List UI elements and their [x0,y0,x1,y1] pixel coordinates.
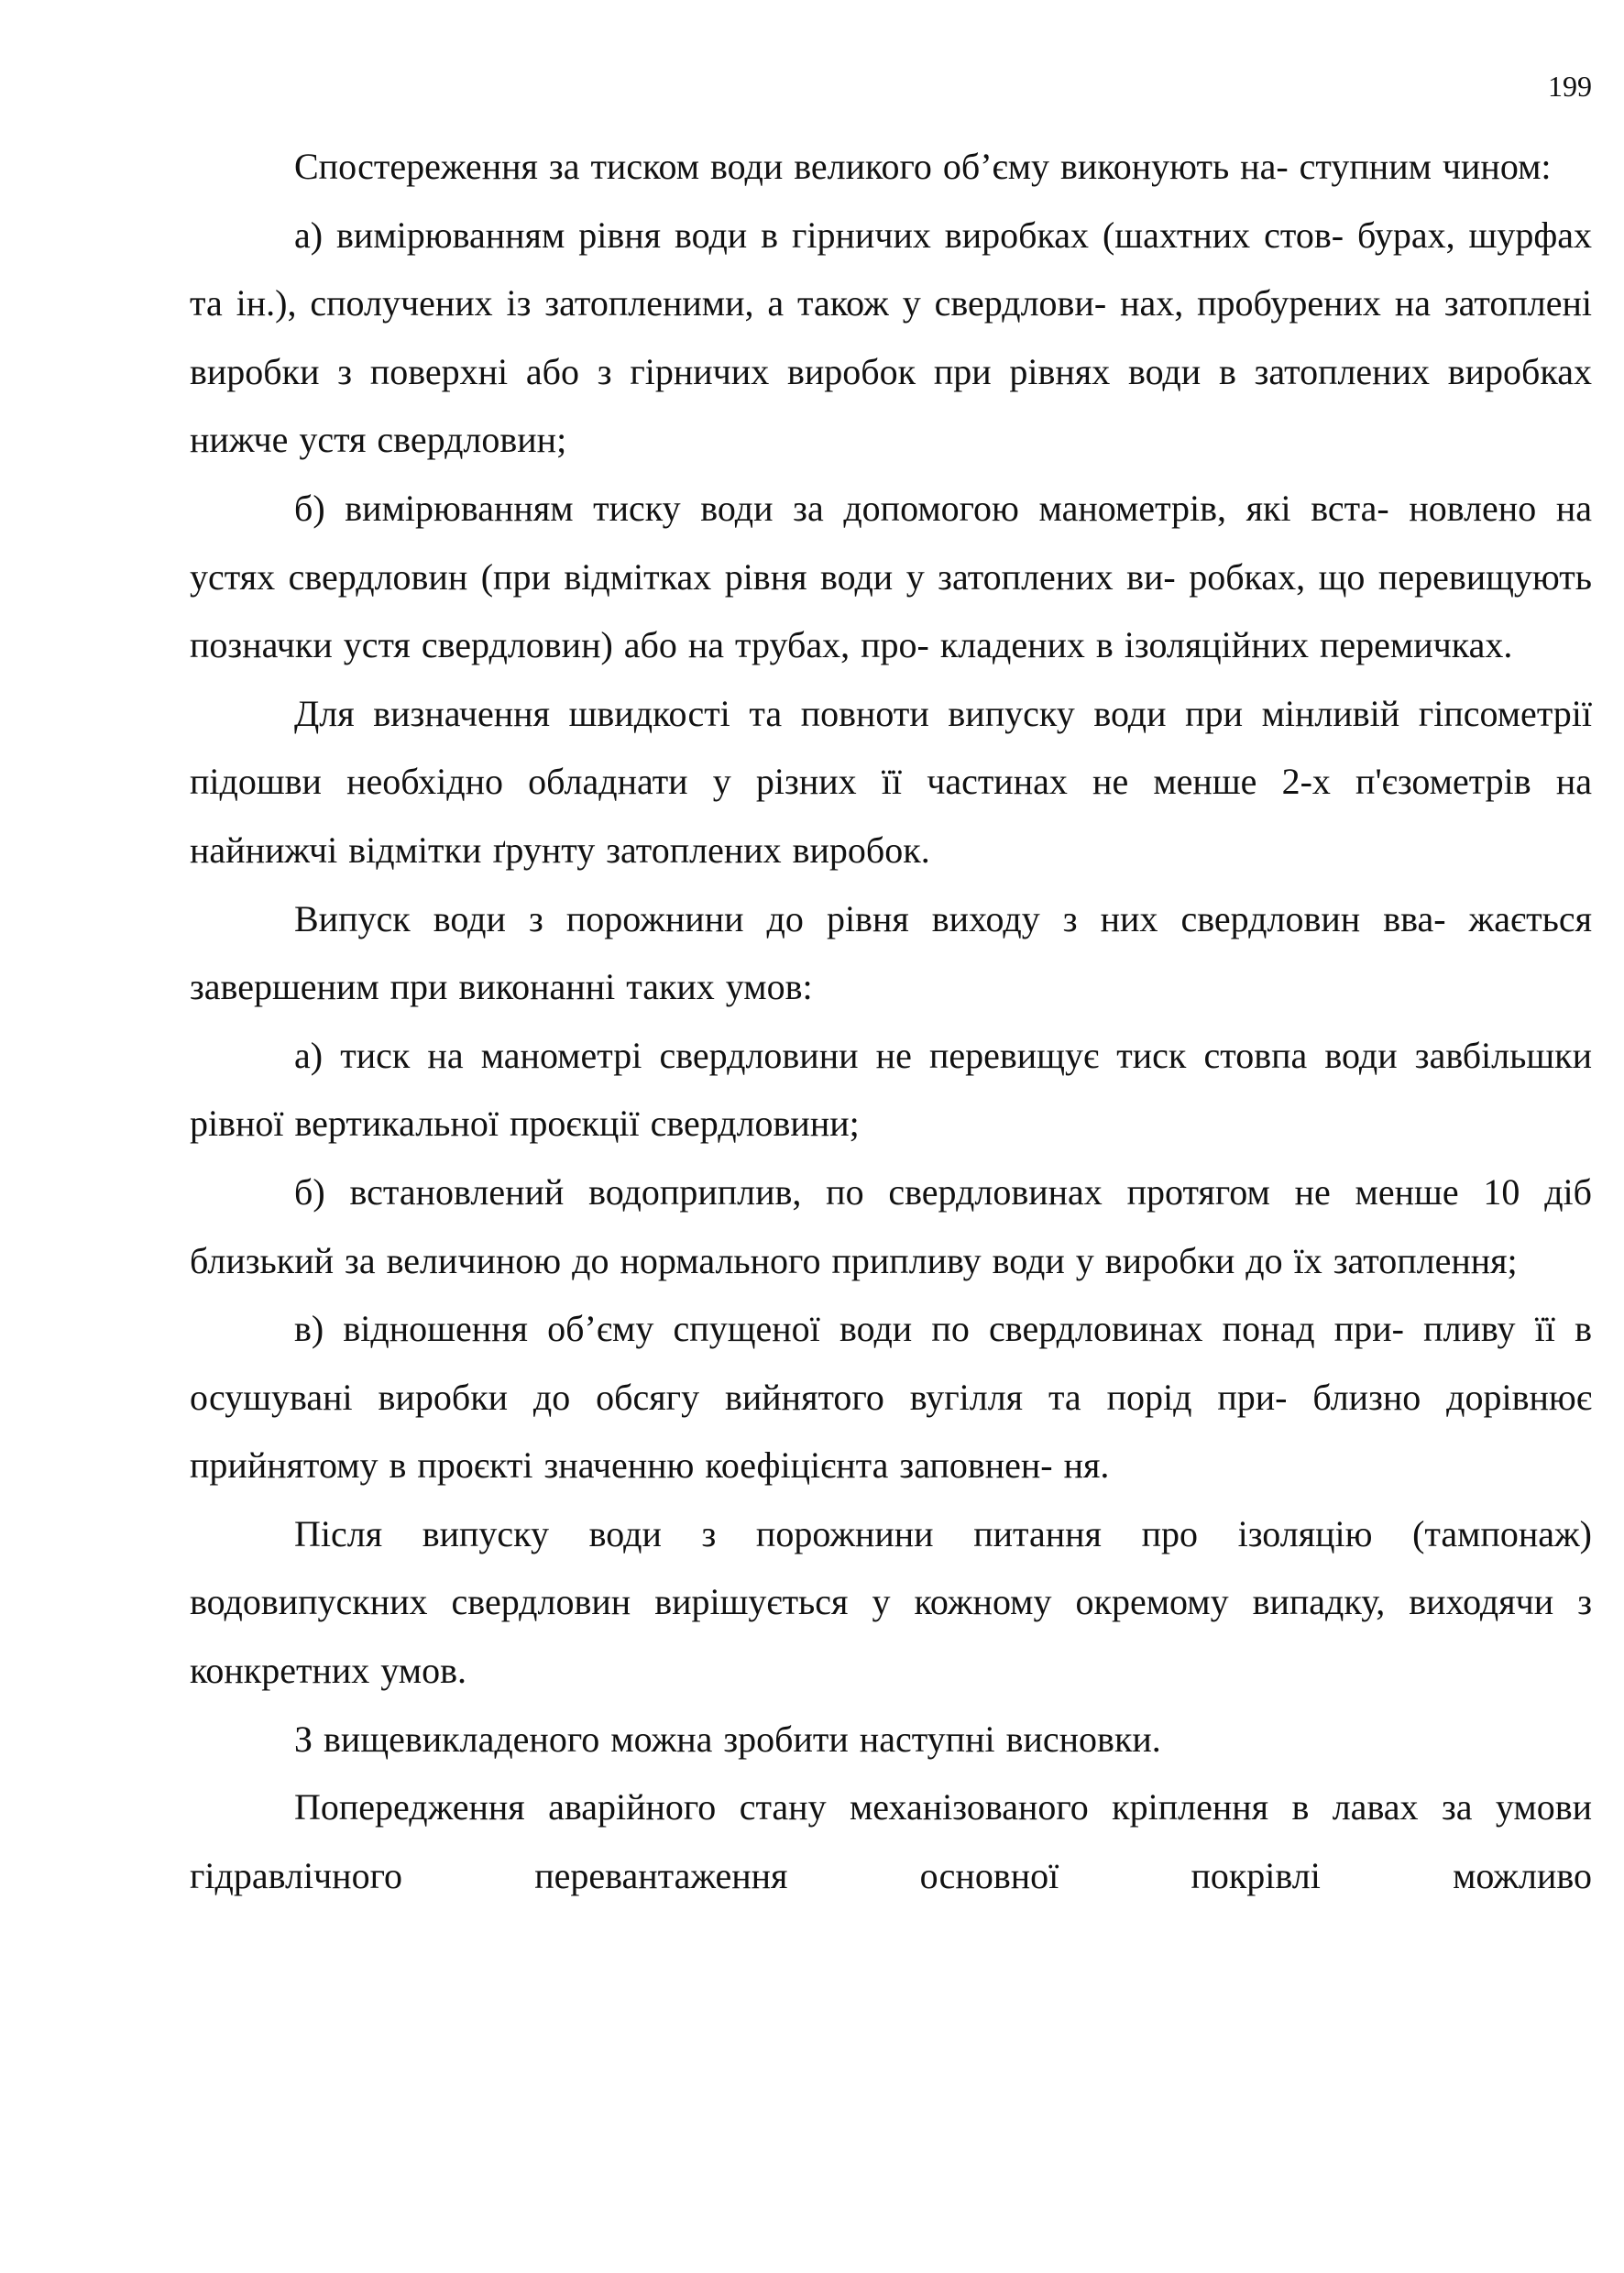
paragraph-line: б) вимірюванням тиску води за допомогою манометрів, які вста- [294,487,1389,529]
paragraph-line: виходячи з конкретних умов. [190,1581,1593,1692]
paragraph-line: б) встановлений водоприплив, по свердловинах протягом не менше [294,1170,1459,1213]
document-body [190,133,1592,1910]
paragraph-line: робках, що перевищують позначки устя свердловин) або на трубах, про- [190,555,1593,666]
paragraph-line: завбільшки рівної вертикальної проєкції свердловини; [190,1034,1593,1145]
paragraph-release-complete [190,885,1592,1022]
paragraph-isolation [190,1500,1592,1706]
paragraph-line: З вищевикладеного можна зробити наступні висновки. [294,1718,1161,1760]
paragraph-line: ня. [1063,1444,1110,1487]
paragraph-piezometers [190,680,1592,885]
paragraph-prevention [190,1773,1592,1910]
paragraph-line: при рівнях води в затоплених виробках нижче устя свердловин; [190,350,1592,461]
paragraph-observation-intro [190,133,1592,202]
paragraph-line: жається завершеним при виконанні таких умов: [190,897,1592,1008]
paragraph-conclusions-intro [190,1706,1592,1774]
paragraph-line: ступним чином: [1299,146,1552,187]
paragraph-line: за умови гідравлічного перевантаження основної покрівлі можливо [190,1786,1592,1896]
paragraph-line: Випуск води з порожнини до рівня виходу з них свердловин вва- [294,897,1446,939]
page-number: 199 [1548,70,1592,103]
paragraph-line: новлено на устях свердловин (при відмітках рівня води у затоплених ви- [190,487,1593,598]
paragraph-line: 2-х п'єзометрів на найнижчі відмітки ґрунту затоплених виробок. [190,761,1592,871]
paragraph-line: близно дорівнює прийнятому в проєкті значенню коефіцієнта заповнен- [190,1376,1592,1487]
paragraph-line: водовипускних свердловин вирішується у кожному окремому випадку, [190,1581,1386,1623]
paragraph-line: а) вимірюванням рівня води в гірничих виробках (шахтних стов- [294,214,1344,256]
paragraph-line: пливу її в осушувані виробки до обсягу вийнятого вугілля та порід при- [190,1308,1592,1418]
paragraph-line: а) тиск на манометрі свердловини не перевищує тиск стовпа води [294,1034,1398,1076]
paragraph-line: Спостереження за тиском води великого об’єму виконують на- [294,146,1289,187]
paragraph-line: Попередження аварійного стану механізованого кріплення в лавах [294,1786,1419,1828]
paragraph-condition-c [190,1295,1592,1500]
paragraph-line: до їх затоплення; [1245,1239,1518,1281]
paragraph-line: кладених в ізоляційних перемичках. [939,624,1513,666]
paragraph-line: 10 діб близький за величиною до нормального припливу води у виробки [190,1170,1593,1281]
paragraph-line: Для визначення швидкості та повноти випуску води при мінливій [294,692,1400,734]
paragraph-line: нах, пробурених на затоплені виробки з поверхні або з гірничих виробок [190,282,1592,392]
paragraph-line: в) відношення об’єму спущеної води по свердловинах понад при- [294,1308,1404,1350]
paragraph-line: бурах, шурфах та ін.), сполучених із затопленими, а також у свердлови- [190,214,1593,324]
paragraph-condition-b [190,1158,1592,1295]
paragraph-line: гіпсометрії підошви необхідно обладнати у різних її частинах не менше [190,692,1593,803]
paragraph-item-a-level [190,202,1592,475]
paragraph-item-b-pressure [190,475,1592,680]
paragraph-condition-a [190,1022,1592,1158]
paragraph-line: Після випуску води з порожнини питання про ізоляцію (тампонаж) [294,1512,1592,1554]
